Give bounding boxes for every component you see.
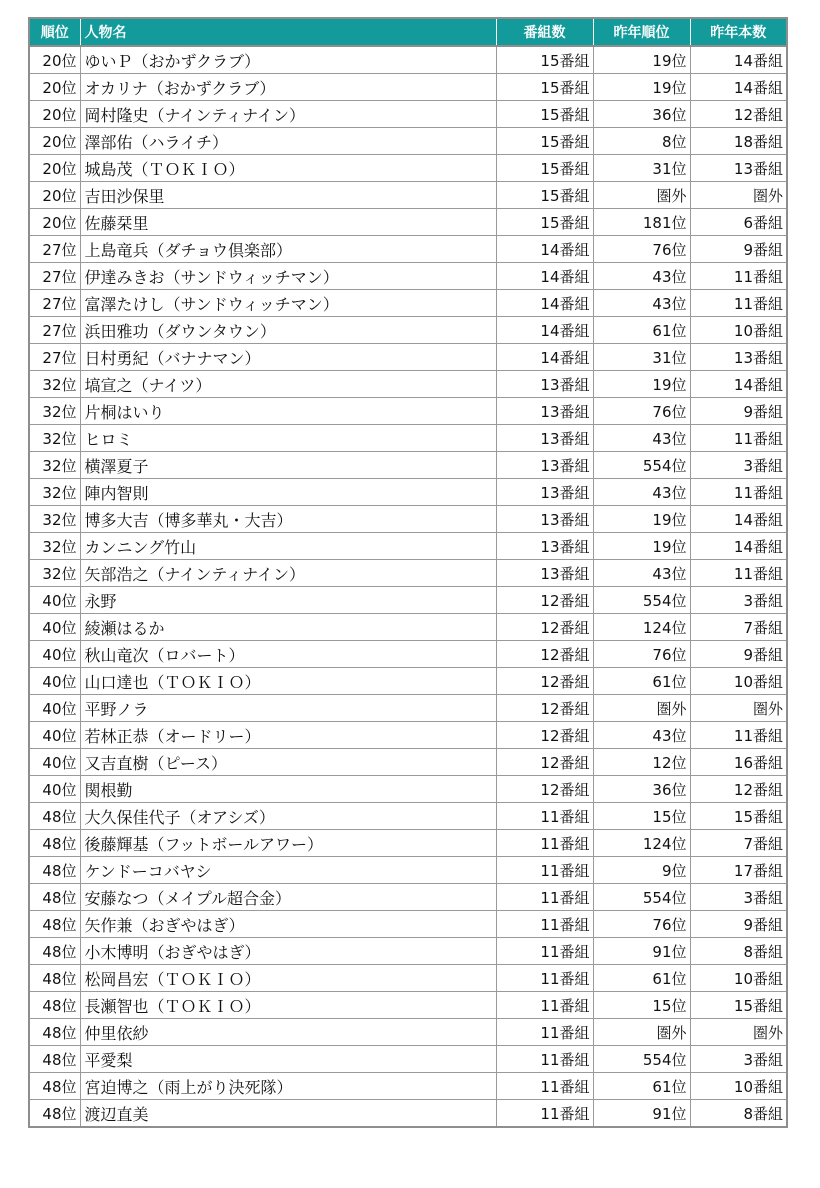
rank-cell: 40位 [29,668,80,695]
table-row [29,560,787,587]
rank-cell: 32位 [29,425,80,452]
rank-cell: 48位 [29,803,80,830]
count-cell: 15番組 [496,128,593,155]
count-cell: 12番組 [496,668,593,695]
table-row [29,587,787,614]
table-row [29,830,787,857]
table-row [29,1046,787,1073]
rank-cell: 20位 [29,101,80,128]
rank-cell: 40位 [29,614,80,641]
rank-cell: 27位 [29,290,80,317]
prev-rank-cell: 61位 [593,668,690,695]
prev-count-cell: 14番組 [690,371,787,398]
count-cell: 11番組 [496,884,593,911]
table-row [29,1100,787,1128]
count-cell: 13番組 [496,560,593,587]
prev-rank-cell: 圏外 [593,695,690,722]
count-cell: 13番組 [496,479,593,506]
prev-count-cell: 14番組 [690,506,787,533]
name-cell: 澤部佑（ハライチ） [80,128,496,155]
table-row [29,46,787,74]
count-cell: 11番組 [496,1046,593,1073]
prev-rank-cell: 76位 [593,911,690,938]
name-cell: 佐藤栞里 [80,209,496,236]
rank-cell: 32位 [29,398,80,425]
prev-count-cell: 10番組 [690,1073,787,1100]
rank-cell: 27位 [29,236,80,263]
count-cell: 15番組 [496,74,593,101]
count-cell: 11番組 [496,992,593,1019]
table-row [29,614,787,641]
name-cell: 岡村隆史（ナインティナイン） [80,101,496,128]
prev-rank-cell: 61位 [593,1073,690,1100]
table-row [29,857,787,884]
prev-count-cell: 圏外 [690,182,787,209]
prev-rank-cell: 124位 [593,614,690,641]
prev-count-cell: 17番組 [690,857,787,884]
name-cell: 永野 [80,587,496,614]
prev-count-cell: 13番組 [690,155,787,182]
name-cell: 伊達みきお（サンドウィッチマン） [80,263,496,290]
prev-count-cell: 15番組 [690,803,787,830]
table-row [29,425,787,452]
prev-count-cell: 10番組 [690,668,787,695]
count-cell: 12番組 [496,695,593,722]
name-cell: 後藤輝基（フットボールアワー） [80,830,496,857]
name-cell: 博多大吉（博多華丸・大吉） [80,506,496,533]
name-cell: 大久保佳代子（オアシズ） [80,803,496,830]
name-cell: ヒロミ [80,425,496,452]
rank-cell: 20位 [29,182,80,209]
prev-rank-cell: 36位 [593,101,690,128]
rank-cell: 40位 [29,695,80,722]
table-row [29,911,787,938]
count-cell: 12番組 [496,641,593,668]
rank-cell: 48位 [29,857,80,884]
name-cell: 小木博明（おぎやはぎ） [80,938,496,965]
rank-cell: 40位 [29,641,80,668]
count-cell: 13番組 [496,506,593,533]
prev-count-cell: 3番組 [690,587,787,614]
count-cell: 11番組 [496,857,593,884]
ranking-table [28,17,788,1128]
rank-cell: 27位 [29,263,80,290]
name-cell: 矢部浩之（ナインティナイン） [80,560,496,587]
count-cell: 11番組 [496,803,593,830]
prev-rank-cell: 31位 [593,155,690,182]
count-cell: 14番組 [496,236,593,263]
prev-rank-cell: 124位 [593,830,690,857]
count-cell: 12番組 [496,722,593,749]
name-cell: 平愛梨 [80,1046,496,1073]
name-cell: 平野ノラ [80,695,496,722]
count-cell: 13番組 [496,398,593,425]
prev-count-cell: 14番組 [690,533,787,560]
prev-rank-cell: 76位 [593,641,690,668]
prev-count-cell: 18番組 [690,128,787,155]
prev-rank-cell: 9位 [593,857,690,884]
prev-rank-cell: 554位 [593,1046,690,1073]
table-row [29,506,787,533]
prev-rank-cell: 圏外 [593,1019,690,1046]
table-row [29,236,787,263]
prev-count-cell: 7番組 [690,614,787,641]
count-cell: 11番組 [496,1019,593,1046]
prev-rank-cell: 76位 [593,398,690,425]
name-cell: 綾瀬はるか [80,614,496,641]
count-cell: 15番組 [496,182,593,209]
name-cell: 富澤たけし（サンドウィッチマン） [80,290,496,317]
name-cell: 宮迫博之（雨上がり決死隊） [80,1073,496,1100]
prev-count-cell: 12番組 [690,101,787,128]
header-row [29,18,787,46]
name-cell: 仲里依紗 [80,1019,496,1046]
table-row [29,128,787,155]
table-row [29,749,787,776]
count-cell: 14番組 [496,317,593,344]
count-cell: 11番組 [496,965,593,992]
prev-count-cell: 14番組 [690,46,787,74]
table-row [29,398,787,425]
rank-cell: 32位 [29,479,80,506]
table-row [29,74,787,101]
count-cell: 12番組 [496,776,593,803]
rank-cell: 27位 [29,317,80,344]
prev-rank-cell: 554位 [593,587,690,614]
prev-rank-cell: 61位 [593,965,690,992]
prev-rank-cell: 91位 [593,1100,690,1128]
count-cell: 14番組 [496,263,593,290]
count-cell: 14番組 [496,290,593,317]
name-cell: 塙宣之（ナイツ） [80,371,496,398]
prev-count-cell: 9番組 [690,641,787,668]
prev-rank-cell: 圏外 [593,182,690,209]
name-cell: 城島茂（ＴＯＫＩＯ） [80,155,496,182]
name-cell: 若林正恭（オードリー） [80,722,496,749]
prev-count-cell: 3番組 [690,884,787,911]
table-row [29,371,787,398]
prev-count-cell: 16番組 [690,749,787,776]
rank-cell: 48位 [29,1100,80,1128]
prev-count-cell: 7番組 [690,830,787,857]
prev-rank-cell: 12位 [593,749,690,776]
table-row [29,209,787,236]
rank-cell: 32位 [29,506,80,533]
rank-cell: 20位 [29,128,80,155]
count-cell: 15番組 [496,46,593,74]
prev-rank-cell: 15位 [593,803,690,830]
prev-rank-cell: 43位 [593,425,690,452]
count-cell: 13番組 [496,533,593,560]
rank-cell: 40位 [29,722,80,749]
table-row [29,101,787,128]
table-row [29,155,787,182]
rank-cell: 32位 [29,371,80,398]
prev-count-cell: 圏外 [690,1019,787,1046]
table-row [29,668,787,695]
prev-count-cell: 13番組 [690,344,787,371]
table-row [29,695,787,722]
prev-rank-cell: 43位 [593,560,690,587]
count-cell: 11番組 [496,1100,593,1128]
count-cell: 13番組 [496,371,593,398]
rank-cell: 48位 [29,884,80,911]
name-cell: 矢作兼（おぎやはぎ） [80,911,496,938]
prev-count-cell: 圏外 [690,695,787,722]
count-cell: 15番組 [496,209,593,236]
table-body [29,46,787,1127]
count-cell: 12番組 [496,614,593,641]
name-cell: 日村勇紀（バナナマン） [80,344,496,371]
prev-rank-cell: 554位 [593,452,690,479]
prev-count-cell: 11番組 [690,263,787,290]
prev-rank-cell: 43位 [593,263,690,290]
prev-rank-cell: 61位 [593,317,690,344]
name-cell: 関根勤 [80,776,496,803]
name-cell: 片桐はいり [80,398,496,425]
name-cell: ケンドーコバヤシ [80,857,496,884]
count-cell: 11番組 [496,830,593,857]
prev-rank-cell: 36位 [593,776,690,803]
table-row [29,533,787,560]
prev-count-cell: 9番組 [690,911,787,938]
rank-cell: 48位 [29,938,80,965]
name-cell: オカリナ（おかずクラブ） [80,74,496,101]
prev-count-cell: 12番組 [690,776,787,803]
prev-count-cell: 15番組 [690,992,787,1019]
prev-rank-cell: 43位 [593,479,690,506]
prev-rank-cell: 19位 [593,371,690,398]
prev-count-cell: 14番組 [690,74,787,101]
prev-rank-cell: 91位 [593,938,690,965]
rank-cell: 32位 [29,452,80,479]
prev-rank-cell: 8位 [593,128,690,155]
prev-count-cell: 11番組 [690,722,787,749]
table-row [29,452,787,479]
prev-rank-cell: 43位 [593,722,690,749]
rank-cell: 20位 [29,46,80,74]
header-count: 番組数 [496,18,593,46]
table-row [29,1019,787,1046]
table-row [29,317,787,344]
name-cell: 陣内智則 [80,479,496,506]
prev-rank-cell: 19位 [593,74,690,101]
prev-count-cell: 10番組 [690,965,787,992]
count-cell: 13番組 [496,452,593,479]
prev-rank-cell: 19位 [593,533,690,560]
rank-cell: 48位 [29,1073,80,1100]
table-row [29,1073,787,1100]
prev-count-cell: 9番組 [690,236,787,263]
count-cell: 12番組 [496,587,593,614]
prev-rank-cell: 181位 [593,209,690,236]
count-cell: 12番組 [496,749,593,776]
name-cell: 渡辺直美 [80,1100,496,1128]
rank-cell: 48位 [29,965,80,992]
header-name: 人物名 [80,18,496,46]
count-cell: 13番組 [496,425,593,452]
name-cell: 安藤なつ（メイプル超合金） [80,884,496,911]
rank-cell: 48位 [29,830,80,857]
name-cell: 松岡昌宏（ＴＯＫＩＯ） [80,965,496,992]
prev-count-cell: 11番組 [690,479,787,506]
name-cell: 吉田沙保里 [80,182,496,209]
rank-cell: 40位 [29,749,80,776]
table-row [29,182,787,209]
table-row [29,641,787,668]
table-row [29,803,787,830]
name-cell: カンニング竹山 [80,533,496,560]
count-cell: 15番組 [496,101,593,128]
header-prev-rank: 昨年順位 [593,18,690,46]
name-cell: ゆいＰ（おかずクラブ） [80,46,496,74]
prev-rank-cell: 19位 [593,506,690,533]
table-row [29,290,787,317]
rank-cell: 27位 [29,344,80,371]
table-row [29,992,787,1019]
rank-cell: 32位 [29,533,80,560]
prev-count-cell: 3番組 [690,1046,787,1073]
table-row [29,965,787,992]
prev-count-cell: 9番組 [690,398,787,425]
table-row [29,938,787,965]
prev-rank-cell: 76位 [593,236,690,263]
prev-count-cell: 8番組 [690,1100,787,1128]
prev-count-cell: 8番組 [690,938,787,965]
prev-rank-cell: 19位 [593,46,690,74]
prev-count-cell: 3番組 [690,452,787,479]
table-row [29,776,787,803]
rank-cell: 48位 [29,911,80,938]
rank-cell: 48位 [29,1046,80,1073]
table-row [29,344,787,371]
count-cell: 11番組 [496,1073,593,1100]
name-cell: 浜田雅功（ダウンタウン） [80,317,496,344]
rank-cell: 48位 [29,1019,80,1046]
prev-count-cell: 10番組 [690,317,787,344]
prev-count-cell: 11番組 [690,425,787,452]
name-cell: 秋山竜次（ロバート） [80,641,496,668]
rank-cell: 20位 [29,209,80,236]
count-cell: 11番組 [496,938,593,965]
count-cell: 11番組 [496,911,593,938]
prev-rank-cell: 31位 [593,344,690,371]
rank-cell: 40位 [29,776,80,803]
rank-cell: 20位 [29,155,80,182]
prev-rank-cell: 43位 [593,290,690,317]
prev-count-cell: 11番組 [690,290,787,317]
rank-cell: 48位 [29,992,80,1019]
count-cell: 15番組 [496,155,593,182]
table-row [29,884,787,911]
table-row [29,722,787,749]
rank-cell: 20位 [29,74,80,101]
name-cell: 上島竜兵（ダチョウ倶楽部） [80,236,496,263]
prev-count-cell: 11番組 [690,560,787,587]
name-cell: 長瀬智也（ＴＯＫＩＯ） [80,992,496,1019]
prev-count-cell: 6番組 [690,209,787,236]
name-cell: 又吉直樹（ピース） [80,749,496,776]
prev-rank-cell: 15位 [593,992,690,1019]
table-row [29,479,787,506]
rank-cell: 40位 [29,587,80,614]
header-prev-count: 昨年本数 [690,18,787,46]
rank-cell: 32位 [29,560,80,587]
name-cell: 横澤夏子 [80,452,496,479]
prev-rank-cell: 554位 [593,884,690,911]
header-rank: 順位 [29,18,80,46]
table-row [29,263,787,290]
count-cell: 14番組 [496,344,593,371]
name-cell: 山口達也（ＴＯＫＩＯ） [80,668,496,695]
